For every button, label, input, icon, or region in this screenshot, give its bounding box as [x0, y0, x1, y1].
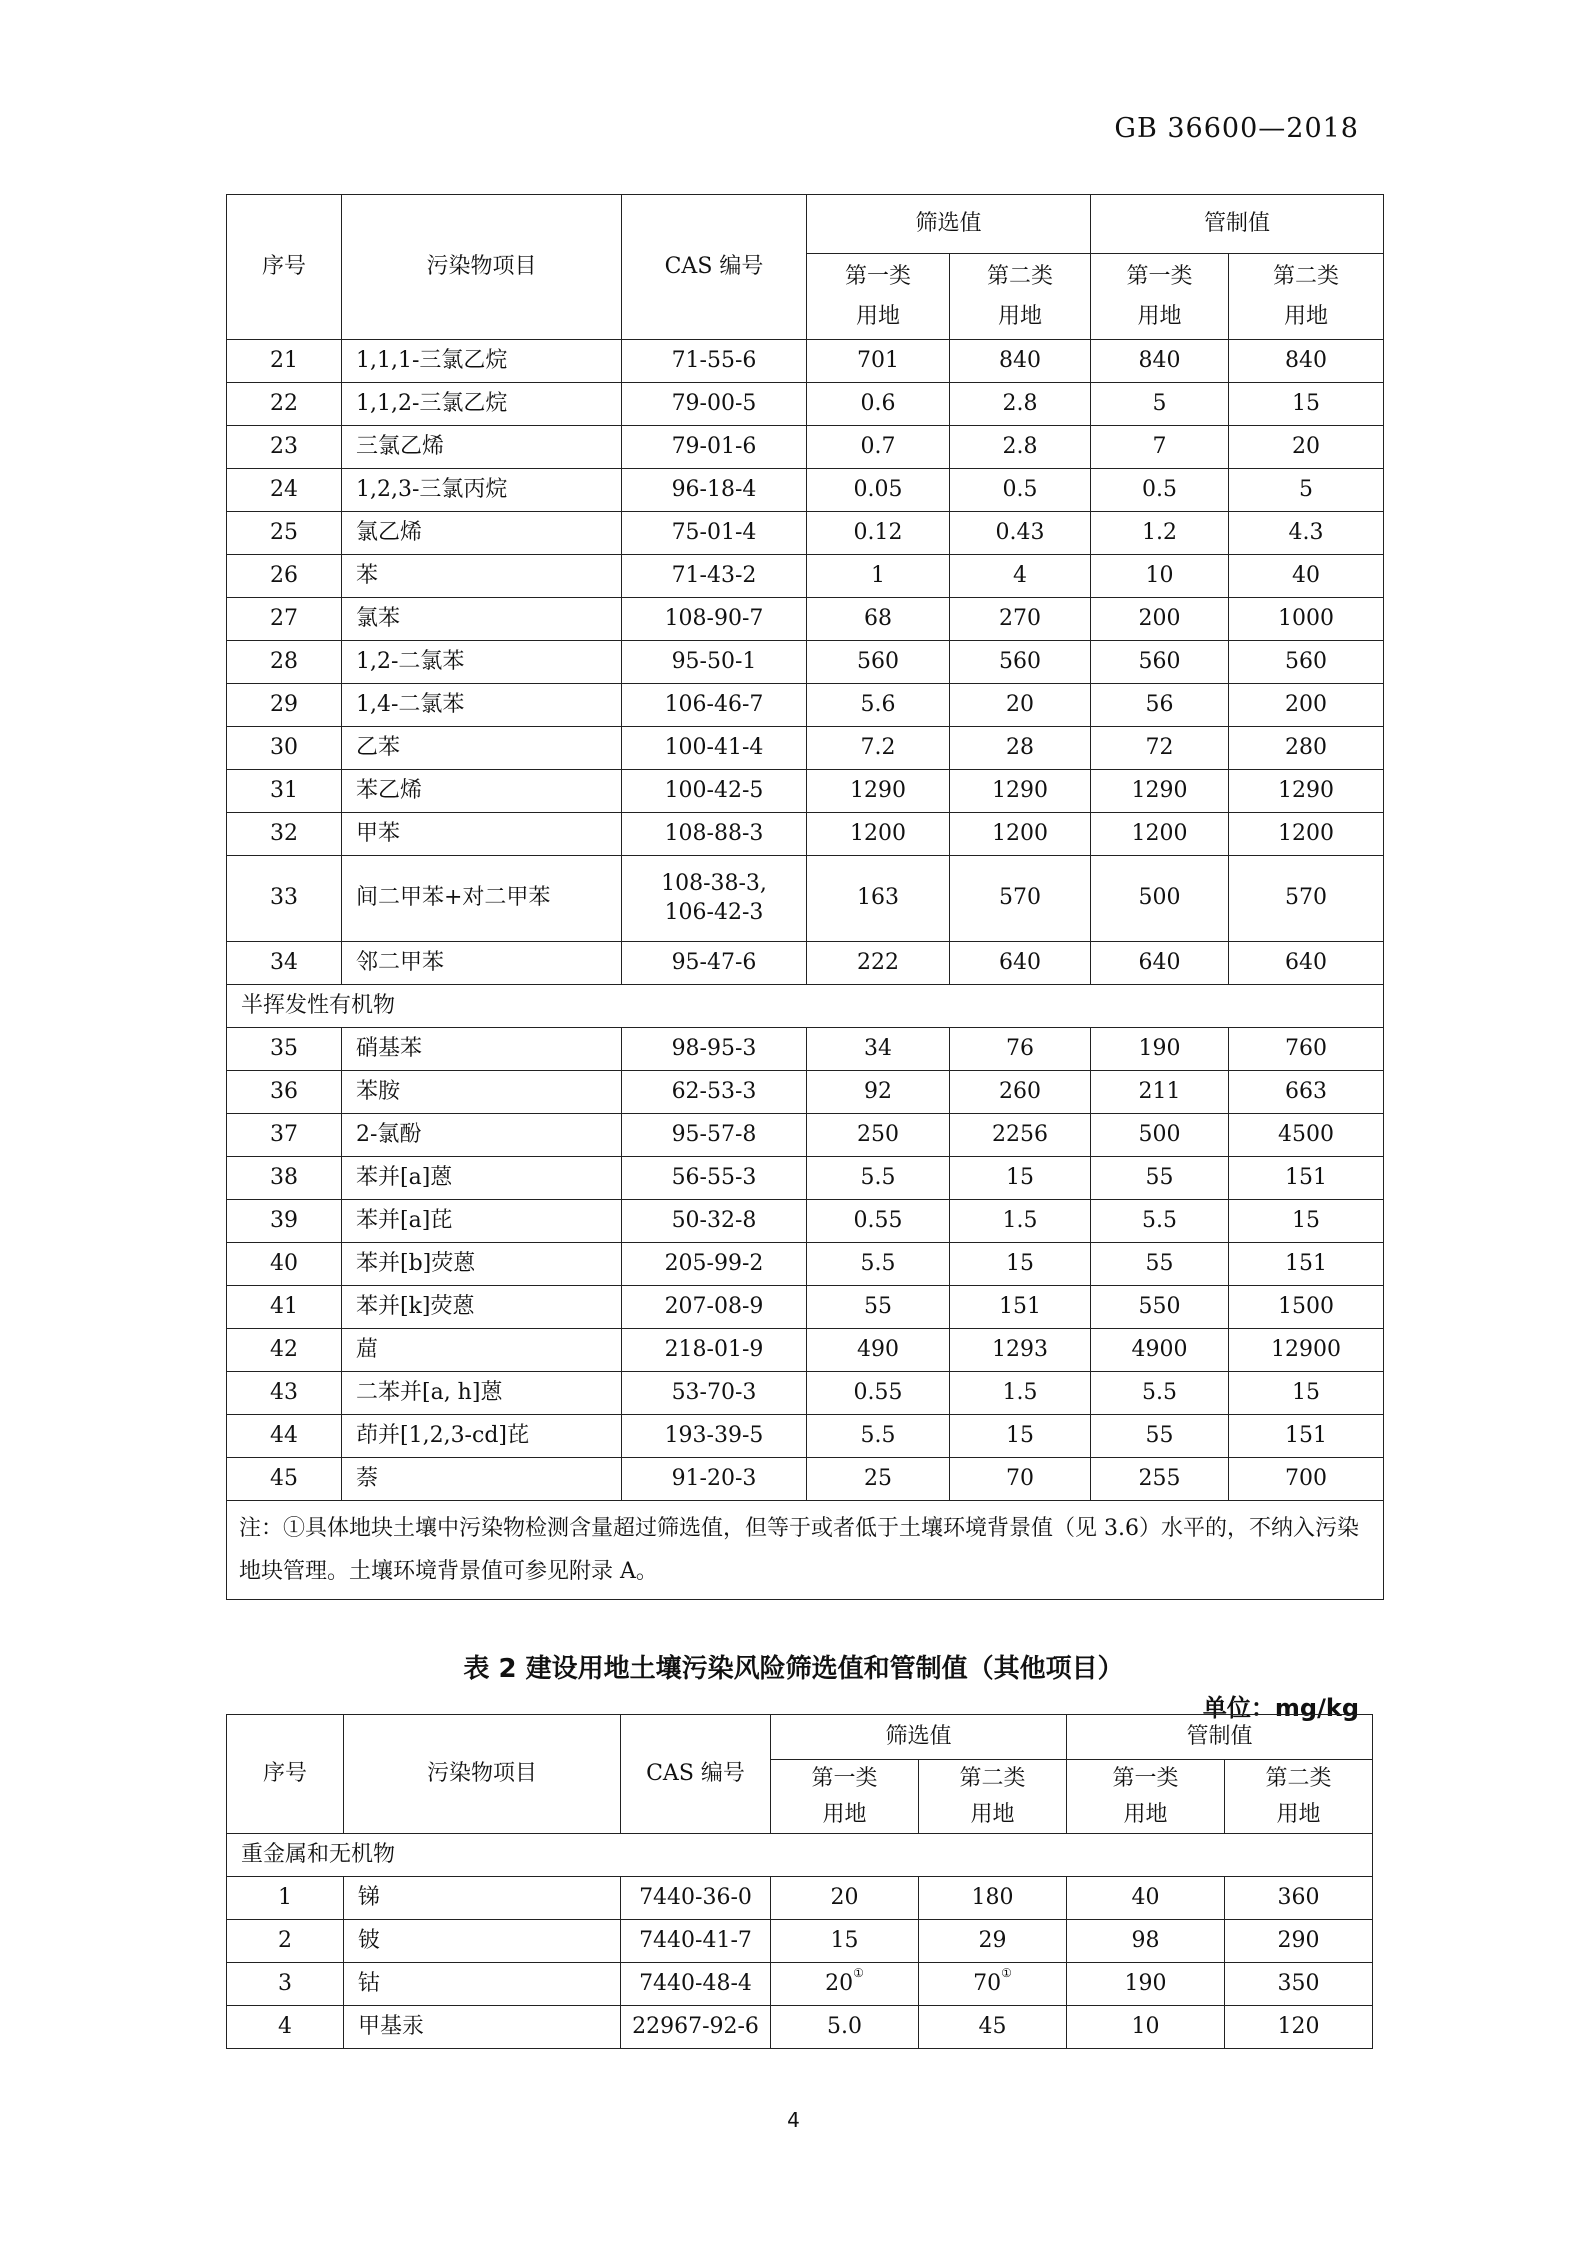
- cell-c1: 1290: [1091, 770, 1229, 813]
- cell-cas: 95-57-8: [622, 1114, 807, 1157]
- table-row: [227, 727, 1384, 770]
- header-cas: CAS 编号: [621, 1715, 771, 1834]
- cell-cas: 193-39-5: [622, 1415, 807, 1458]
- cell-no: 42: [227, 1329, 342, 1372]
- table-row: [227, 1200, 1384, 1243]
- cell-c1: 55: [1091, 1415, 1229, 1458]
- cell-c2: 151: [1229, 1243, 1384, 1286]
- cell-no: 44: [227, 1415, 342, 1458]
- cell-no: 1: [227, 1877, 344, 1920]
- cell-c2: 151: [1229, 1157, 1384, 1200]
- cell-no: 40: [227, 1243, 342, 1286]
- header-item: 污染物项目: [342, 195, 622, 340]
- cell-no: 38: [227, 1157, 342, 1200]
- table-2-unit: 单位：mg/kg: [1202, 1694, 1359, 1722]
- table-row: [227, 1114, 1384, 1157]
- cell-cas: 207-08-9: [622, 1286, 807, 1329]
- cell-cas: 100-42-5: [622, 770, 807, 813]
- table-row: [227, 512, 1384, 555]
- cell-no: 30: [227, 727, 342, 770]
- cell-cas: 108-90-7: [622, 598, 807, 641]
- cell-no: 24: [227, 469, 342, 512]
- cell-s1: 20: [771, 1877, 919, 1920]
- cell-c1: 200: [1091, 598, 1229, 641]
- table-row: 3 钴 7440-48-4 20① 70① 190 350: [227, 1963, 1373, 2006]
- table-row: [227, 555, 1384, 598]
- cell-c1: 840: [1091, 340, 1229, 383]
- cell-c1: 4900: [1091, 1329, 1229, 1372]
- cell-cas: 106-46-7: [622, 684, 807, 727]
- table-row: [227, 1415, 1384, 1458]
- header-control-class1: 第一类 用地: [1091, 254, 1229, 340]
- cell-c2: 15: [1229, 1372, 1384, 1415]
- cell-cas: 205-99-2: [622, 1243, 807, 1286]
- cell-no: 43: [227, 1372, 342, 1415]
- header-control: 管制值: [1067, 1715, 1373, 1760]
- cell-no: 26: [227, 555, 342, 598]
- cell-c2: 4.3: [1229, 512, 1384, 555]
- cell-s1: 701: [807, 340, 950, 383]
- cell-cas: 218-01-9: [622, 1329, 807, 1372]
- cell-s1: 490: [807, 1329, 950, 1372]
- cell-no: 41: [227, 1286, 342, 1329]
- table-row: [227, 1458, 1384, 1501]
- cell-s1: 55: [807, 1286, 950, 1329]
- cell-name: 硝基苯: [342, 1028, 622, 1071]
- cell-c2: 280: [1229, 727, 1384, 770]
- table-row: [227, 598, 1384, 641]
- cell-s1: 0.12: [807, 512, 950, 555]
- cell-c2: 5: [1229, 469, 1384, 512]
- cell-c1: 190: [1091, 1028, 1229, 1071]
- cell-cas: 100-41-4: [622, 727, 807, 770]
- cell-no: 32: [227, 813, 342, 856]
- cell-s1: 92: [807, 1071, 950, 1114]
- cell-s1: 68: [807, 598, 950, 641]
- cell-s1: 1: [807, 555, 950, 598]
- header-screening: 筛选值: [771, 1715, 1067, 1760]
- cell-name: 萘: [342, 1458, 622, 1501]
- cell-c2: 20: [1229, 426, 1384, 469]
- cell-c1: 255: [1091, 1458, 1229, 1501]
- cell-s2: 151: [950, 1286, 1091, 1329]
- header-control: 管制值: [1091, 195, 1384, 254]
- cell-name: 1,1,2-三氯乙烷: [342, 383, 622, 426]
- cell-c1: 550: [1091, 1286, 1229, 1329]
- cell-cas: 53-70-3: [622, 1372, 807, 1415]
- cell-c1: 211: [1091, 1071, 1229, 1114]
- table-header-row: [227, 195, 1384, 254]
- cell-c1: 1.2: [1091, 512, 1229, 555]
- footnote-mark: ①: [1001, 1965, 1012, 1980]
- cell-c2: 15: [1229, 1200, 1384, 1243]
- cell-no: 29: [227, 684, 342, 727]
- cell-s1: 15: [771, 1920, 919, 1963]
- cell-c1: 5: [1091, 383, 1229, 426]
- cell-c2: 663: [1229, 1071, 1384, 1114]
- cell-s2: 1293: [950, 1329, 1091, 1372]
- footnote-mark: ①: [853, 1965, 864, 1980]
- cell-s2: 1.5: [950, 1200, 1091, 1243]
- cell-s1: 5.5: [807, 1415, 950, 1458]
- cell-s2: 70: [950, 1458, 1091, 1501]
- cell-cas: 56-55-3: [622, 1157, 807, 1200]
- cell-cas: 50-32-8: [622, 1200, 807, 1243]
- header-screening-class1: 第一类 用地: [807, 254, 950, 340]
- cell-s2: 270: [950, 598, 1091, 641]
- table-row: [227, 1329, 1384, 1372]
- cell-s2: 28: [950, 727, 1091, 770]
- cell-s2: 20: [950, 684, 1091, 727]
- cell-name: 甲苯: [342, 813, 622, 856]
- cell-no: 39: [227, 1200, 342, 1243]
- cell-name: 三氯乙烯: [342, 426, 622, 469]
- table-row: [227, 426, 1384, 469]
- cell-cas: 71-55-6: [622, 340, 807, 383]
- cell-no: 27: [227, 598, 342, 641]
- cell-c2: 760: [1229, 1028, 1384, 1071]
- section-metals: 重金属和无机物: [227, 1834, 1373, 1877]
- table-row: [227, 1157, 1384, 1200]
- table-row: [227, 469, 1384, 512]
- cell-cas: 62-53-3: [622, 1071, 807, 1114]
- cell-c2: 1500: [1229, 1286, 1384, 1329]
- table-row: [227, 340, 1384, 383]
- header-cas: CAS 编号: [622, 195, 807, 340]
- table-note: 注：①具体地块土壤中污染物检测含量超过筛选值，但等于或者低于土壤环境背景值（见 3.6）水平的，不纳入污染地块管理。土壤环境背景值可参见附录 A。: [227, 1501, 1384, 1600]
- cell-name: 锑: [344, 1877, 621, 1920]
- table-row: [227, 1877, 1373, 1920]
- cell-cas: 7440-41-7: [621, 1920, 771, 1963]
- cell-s1: 1200: [807, 813, 950, 856]
- cell-s1: 0.55: [807, 1200, 950, 1243]
- cell-name: 䓛: [342, 1329, 622, 1372]
- cell-c1: 0.5: [1091, 469, 1229, 512]
- cell-c1: 7: [1091, 426, 1229, 469]
- cell-name: 1,1,1-三氯乙烷: [342, 340, 622, 383]
- table-row: [227, 1372, 1384, 1415]
- cell-c2: 840: [1229, 340, 1384, 383]
- cell-c1: 560: [1091, 641, 1229, 684]
- cell-c1: 72: [1091, 727, 1229, 770]
- cell-c1: 10: [1091, 555, 1229, 598]
- cell-c2: 15: [1229, 383, 1384, 426]
- cell-cas: 91-20-3: [622, 1458, 807, 1501]
- cell-s1: 34: [807, 1028, 950, 1071]
- cell-s2: 2.8: [950, 383, 1091, 426]
- table-subheader-row: 第一类 用地 第二类 用地 第一类 用地 第二类 用地: [227, 1760, 1373, 1834]
- cell-name: 苯胺: [342, 1071, 622, 1114]
- section-row: [227, 1834, 1373, 1877]
- cell-s2: 76: [950, 1028, 1091, 1071]
- cell-c2: 560: [1229, 641, 1384, 684]
- table-row: 4 甲基汞 22967-92-6 5.0 45 10 120: [227, 2006, 1373, 2049]
- cell-name: 茚并[1,2,3-cd]芘: [342, 1415, 622, 1458]
- table-row: [227, 813, 1384, 856]
- cell-c1: 55: [1091, 1243, 1229, 1286]
- cell-c2: 151: [1229, 1415, 1384, 1458]
- cell-c1: 56: [1091, 684, 1229, 727]
- cell-name: 苯并[k]荧蒽: [342, 1286, 622, 1329]
- table-row: 33 间二甲苯+对二甲苯 108-38-3, 106-42-3 163 570 500 570: [227, 856, 1384, 942]
- cell-s2: 1200: [950, 813, 1091, 856]
- cell-no: 31: [227, 770, 342, 813]
- cell-no: 21: [227, 340, 342, 383]
- cell-no: 35: [227, 1028, 342, 1071]
- cell-c2: 1290: [1229, 770, 1384, 813]
- cell-no: 37: [227, 1114, 342, 1157]
- header-item: 污染物项目: [344, 1715, 621, 1834]
- note-row: [227, 1501, 1384, 1600]
- cell-s2: 0.5: [950, 469, 1091, 512]
- header-screening: 筛选值: [807, 195, 1091, 254]
- cell-cas: 95-50-1: [622, 641, 807, 684]
- table-2-title: 表 2 建设用地土壤污染风险筛选值和管制值（其他项目）: [463, 1654, 1124, 1684]
- cell-c1: 5.5: [1091, 1200, 1229, 1243]
- cell-s1: 250: [807, 1114, 950, 1157]
- cell-c1: 5.5: [1091, 1372, 1229, 1415]
- cell-c1: 1200: [1091, 813, 1229, 856]
- cell-s2: 2256: [950, 1114, 1091, 1157]
- cell-cas: 79-01-6: [622, 426, 807, 469]
- section-semivolatile: 半挥发性有机物: [227, 985, 1384, 1028]
- cell-cas: 96-18-4: [622, 469, 807, 512]
- cell-s2: 0.43: [950, 512, 1091, 555]
- table-row: [227, 1243, 1384, 1286]
- cell-c2: 1000: [1229, 598, 1384, 641]
- cell-name: 1,4-二氯苯: [342, 684, 622, 727]
- cell-s2: 4: [950, 555, 1091, 598]
- cell-c1: 98: [1067, 1920, 1225, 1963]
- table-row: [227, 1286, 1384, 1329]
- cell-name: 苯并[a]芘: [342, 1200, 622, 1243]
- table-row: [227, 1920, 1373, 1963]
- cell-c2: 360: [1225, 1877, 1373, 1920]
- cell-s1: 5.6: [807, 684, 950, 727]
- cell-cas: 79-00-5: [622, 383, 807, 426]
- cell-s2: 560: [950, 641, 1091, 684]
- cell-name: 苯并[b]荧蒽: [342, 1243, 622, 1286]
- cell-c2: 290: [1225, 1920, 1373, 1963]
- table-row: [227, 641, 1384, 684]
- cell-s1: 0.55: [807, 1372, 950, 1415]
- header-no: 序号: [227, 1715, 344, 1834]
- header-screening-class2: 第二类 用地: [950, 254, 1091, 340]
- cell-no: 22: [227, 383, 342, 426]
- cell-cas: 98-95-3: [622, 1028, 807, 1071]
- cell-s2: 15: [950, 1415, 1091, 1458]
- section-row: [227, 985, 1384, 1028]
- cell-s1: 7.2: [807, 727, 950, 770]
- cell-name: 铍: [344, 1920, 621, 1963]
- cell-s2: 2.8: [950, 426, 1091, 469]
- table-1: [226, 194, 1384, 1600]
- table-row: 34 邻二甲苯 95-47-6 222 640 640 640: [227, 942, 1384, 985]
- cell-s1: 5.5: [807, 1243, 950, 1286]
- cell-cas: 71-43-2: [622, 555, 807, 598]
- cell-s2: 15: [950, 1243, 1091, 1286]
- table-row: [227, 1071, 1384, 1114]
- cell-s2: 180: [919, 1877, 1067, 1920]
- cell-s2: 15: [950, 1157, 1091, 1200]
- cell-c2: 200: [1229, 684, 1384, 727]
- cell-cas: 108-88-3: [622, 813, 807, 856]
- cell-c1: 500: [1091, 1114, 1229, 1157]
- cell-s2: 29: [919, 1920, 1067, 1963]
- cell-name: 苯: [342, 555, 622, 598]
- cell-no: 23: [227, 426, 342, 469]
- cell-s2: 260: [950, 1071, 1091, 1114]
- cell-s1: 1290: [807, 770, 950, 813]
- header-no: 序号: [227, 195, 342, 340]
- standard-code: GB 36600—2018: [1114, 113, 1359, 144]
- cell-s2: 1.5: [950, 1372, 1091, 1415]
- cell-s1: 560: [807, 641, 950, 684]
- cell-s2: 840: [950, 340, 1091, 383]
- cell-s1: 25: [807, 1458, 950, 1501]
- cell-s1: 0.05: [807, 469, 950, 512]
- cell-name: 氯苯: [342, 598, 622, 641]
- cell-no: 28: [227, 641, 342, 684]
- cell-cas: 75-01-4: [622, 512, 807, 555]
- cell-c1: 40: [1067, 1877, 1225, 1920]
- cell-c1: 55: [1091, 1157, 1229, 1200]
- cell-name: 二苯并[a, h]蒽: [342, 1372, 622, 1415]
- cell-no: 36: [227, 1071, 342, 1114]
- cell-name: 1,2-二氯苯: [342, 641, 622, 684]
- cell-name: 苯乙烯: [342, 770, 622, 813]
- cell-name: 氯乙烯: [342, 512, 622, 555]
- cell-name: 1,2,3-三氯丙烷: [342, 469, 622, 512]
- table-row: [227, 684, 1384, 727]
- cell-c2: 12900: [1229, 1329, 1384, 1372]
- table-row: [227, 383, 1384, 426]
- cell-name: 2-氯酚: [342, 1114, 622, 1157]
- cell-s2: 1290: [950, 770, 1091, 813]
- cell-name: 苯并[a]蒽: [342, 1157, 622, 1200]
- cell-s1: 0.7: [807, 426, 950, 469]
- header-control-class2: 第二类 用地: [1229, 254, 1384, 340]
- cell-no: 45: [227, 1458, 342, 1501]
- page-number: 4: [787, 2108, 800, 2132]
- table-2: [226, 1714, 1373, 2049]
- table-row: [227, 1028, 1384, 1071]
- cell-s1: 5.5: [807, 1157, 950, 1200]
- cell-c2: 4500: [1229, 1114, 1384, 1157]
- table-row: [227, 770, 1384, 813]
- cell-c2: 1200: [1229, 813, 1384, 856]
- cell-no: 2: [227, 1920, 344, 1963]
- cell-name: 乙苯: [342, 727, 622, 770]
- cell-s1: 0.6: [807, 383, 950, 426]
- table-header-row: [227, 1715, 1373, 1760]
- cell-cas: 7440-36-0: [621, 1877, 771, 1920]
- cell-c2: 40: [1229, 555, 1384, 598]
- cell-c2: 700: [1229, 1458, 1384, 1501]
- cell-no: 25: [227, 512, 342, 555]
